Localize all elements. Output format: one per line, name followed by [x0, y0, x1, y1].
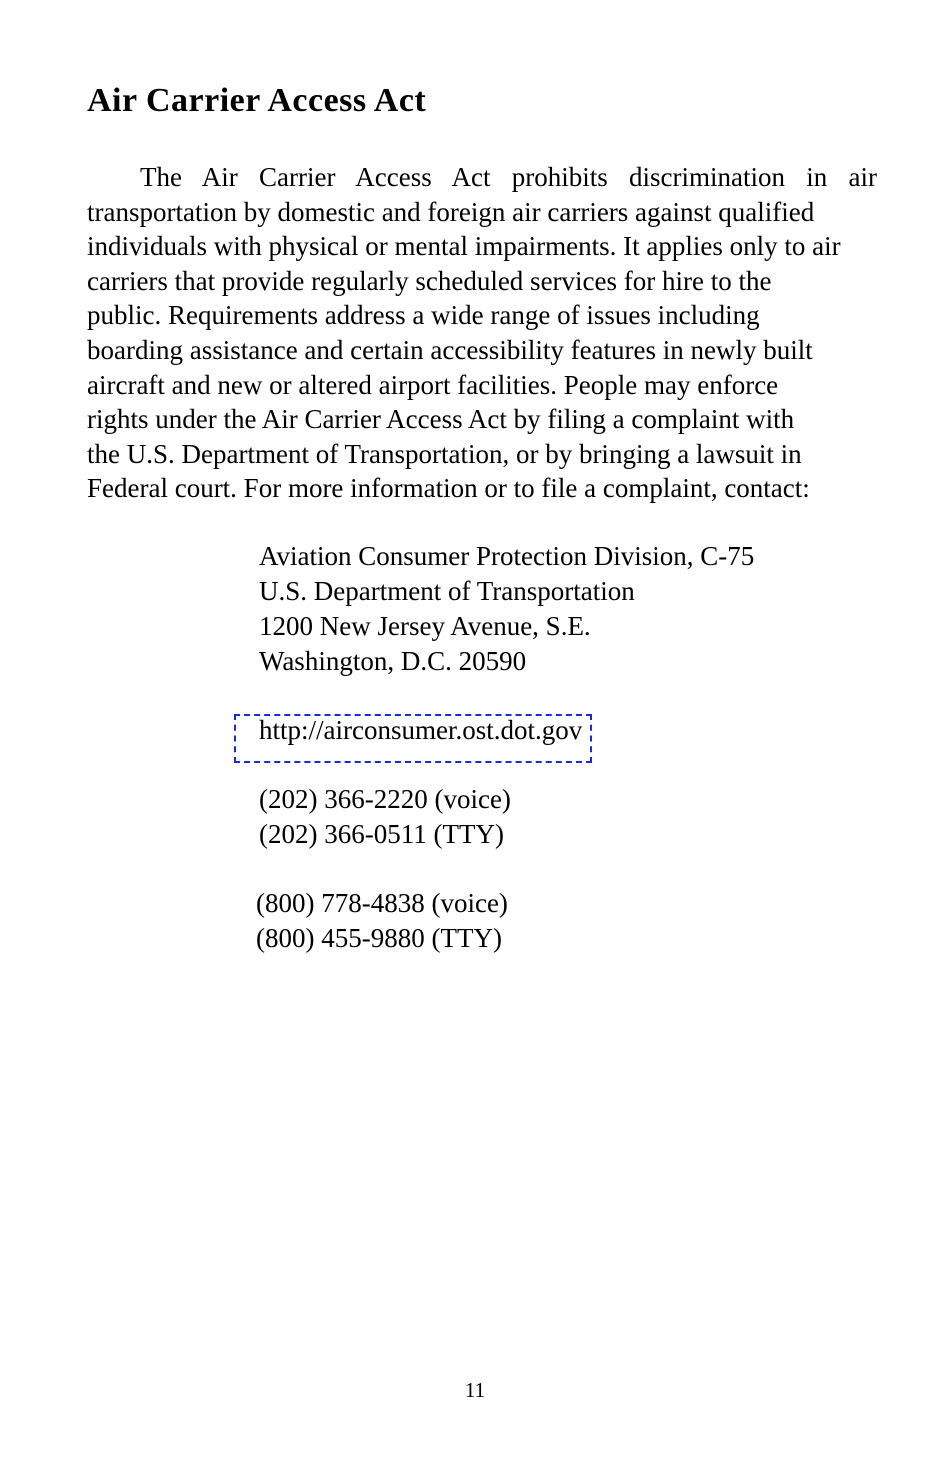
address-line: U.S. Department of Transportation [259, 576, 635, 606]
paragraph-line: the U.S. Department of Transportation, or by bringing a lawsuit in [87, 438, 802, 469]
tollfree-phone-numbers [256, 886, 508, 956]
paragraph-line: rights under the Air Carrier Access Act by filing a complaint with [87, 404, 795, 435]
paragraph-line: public. Requirements address a wide range of issues including [87, 300, 760, 331]
paragraph-line: transportation by domestic and foreign air carriers against qualified [87, 196, 815, 227]
phone-voice: (202) 366-2220 (voice) [259, 784, 511, 814]
paragraph-line: Federal court. For more information or to file a complaint, contact: [87, 473, 810, 504]
address-line: Washington, D.C. 20590 [259, 646, 527, 676]
paragraph-line: individuals with physical or mental impairments. It applies only to air [87, 231, 841, 262]
phone-tty: (202) 366-0511 (TTY) [259, 819, 504, 849]
paragraph-line: carriers that provide regularly scheduled services for hire to the [87, 265, 772, 296]
paragraph-line: aircraft and new or altered airport facilities. People may enforce [87, 369, 779, 400]
page-number: 11 [464, 1378, 486, 1402]
website-link[interactable]: http://airconsumer.ost.dot.gov [259, 715, 583, 745]
body-paragraph [87, 160, 877, 506]
paragraph-line: boarding assistance and certain accessibility features in newly built [87, 334, 813, 365]
paragraph-line: The Air Carrier Access Act prohibits discrimination in air [140, 162, 877, 192]
mailing-address [259, 539, 754, 679]
phone-tty: (800) 455-9880 (TTY) [256, 923, 502, 953]
address-line: 1200 New Jersey Avenue, S.E. [259, 611, 591, 641]
phone-voice: (800) 778-4838 (voice) [256, 888, 508, 918]
page-title: Air Carrier Access Act [87, 82, 427, 119]
address-line: Aviation Consumer Protection Division, C-75 [259, 541, 755, 571]
local-phone-numbers [259, 782, 511, 852]
